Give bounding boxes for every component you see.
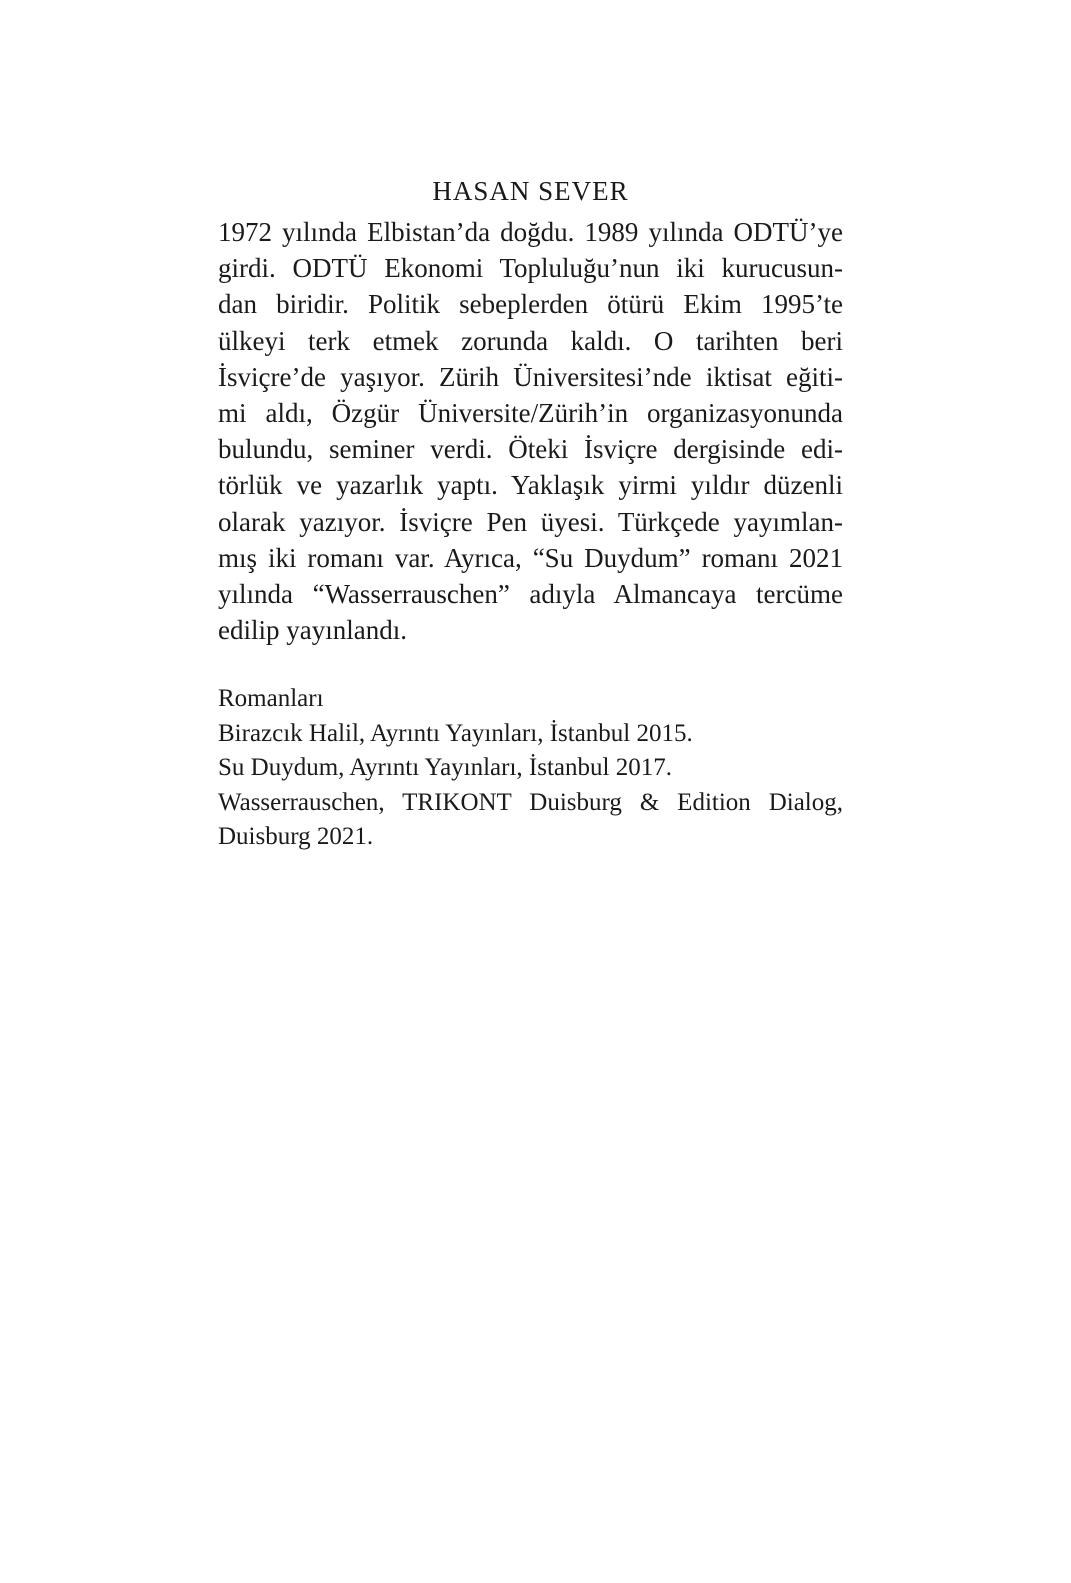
bio-line: bulundu, seminer verdi. Öteki İsviçre dergisinde edi- [218,434,843,465]
novels-list [218,682,843,855]
bio-line: törlük ve yazarlık yaptı. Yaklaşık yirmi yıldır düzenli [218,470,843,501]
bio-line: İsviçre’de yaşıyor. Zürih Üniversitesi’nde iktisat eğiti- [218,361,843,392]
bio-line: mi aldı, Özgür Üniversite/Zürih’in organizasyonunda [218,398,843,429]
book-page [218,172,843,855]
novel-entry: Duisburg 2021. [218,823,374,851]
bio-line: ülkeyi terk etmek zorunda kaldı. O tarihten beri [218,325,843,356]
bio-line: olarak yazıyor. İsviçre Pen üyesi. Türkçede yayımlan- [218,506,843,537]
bio-line: girdi. ODTÜ Ekonomi Topluluğu’nun iki kurucusun- [218,253,843,284]
novel-entry: Birazcık Halil, Ayrıntı Yayınları, İstanbul 2015. [218,719,693,747]
bio-line: dan biridir. Politik sebeplerden ötürü Ekim 1995’te [218,289,843,320]
bio-line: yılında “Wasserrauschen” adıyla Almancaya tercüme [218,579,843,610]
author-biography [218,214,843,648]
author-name: HASAN SEVER [432,176,629,206]
bio-line: edilip yayınlandı. [218,615,407,646]
novels-heading: Romanları [218,685,324,713]
bio-line: 1972 yılında Elbistan’da doğdu. 1989 yılında ODTÜ’ye [218,217,843,247]
bio-line: mış iki romanı var. Ayrıca, “Su Duydum” romanı 2021 [218,542,843,573]
novel-entry: Wasserrauschen, TRIKONT Duisburg & Edition Dialog, [218,788,843,816]
novel-entry: Su Duydum, Ayrıntı Yayınları, İstanbul 2017. [218,754,672,782]
